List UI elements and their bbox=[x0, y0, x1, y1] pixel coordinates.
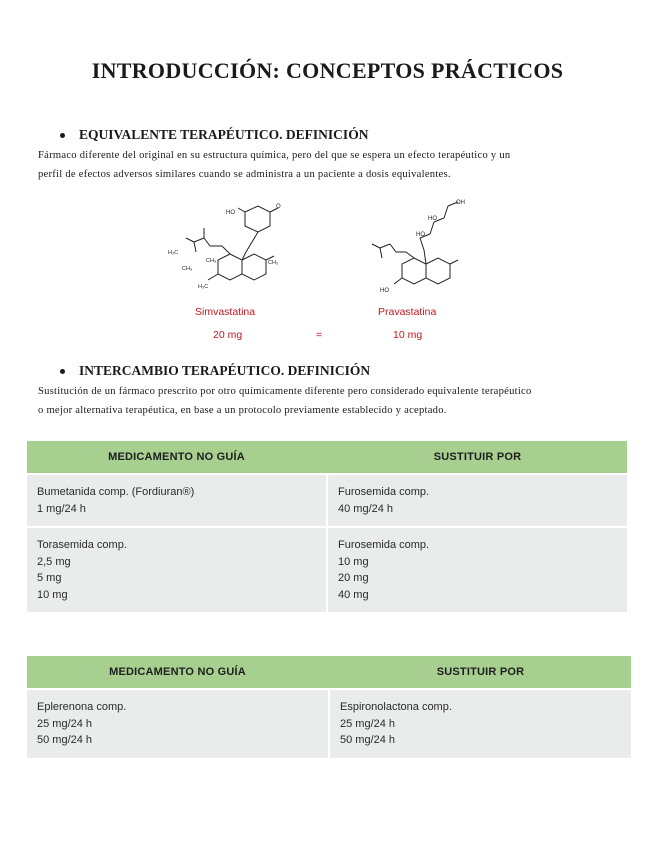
table-row bbox=[27, 688, 631, 758]
cell-line: 20 mg bbox=[338, 572, 369, 584]
definition-paragraph-intercambio bbox=[38, 382, 628, 420]
cell-line: 40 mg/24 h bbox=[338, 502, 394, 515]
equals-sign: = bbox=[316, 329, 323, 341]
cell-line: 1 mg/24 h bbox=[37, 502, 86, 515]
table-cell bbox=[328, 475, 627, 526]
svg-text:CH₃: CH₃ bbox=[206, 258, 217, 264]
column-header: MEDICAMENTO NO GUÍA bbox=[27, 441, 326, 473]
svg-text:HO: HO bbox=[416, 232, 425, 238]
cell-line: 50 mg/24 h bbox=[340, 734, 396, 746]
column-header: SUSTITUIR POR bbox=[328, 441, 627, 473]
cell-line: Espironolactona comp. bbox=[340, 701, 452, 713]
svg-text:HO: HO bbox=[428, 216, 437, 222]
cell-line: Furosemida comp. bbox=[338, 486, 430, 498]
cell-line: 40 mg bbox=[338, 588, 369, 601]
svg-text:HO: HO bbox=[226, 210, 235, 216]
cell-line: 50 mg/24 h bbox=[37, 734, 93, 746]
substitution-table-diuretics bbox=[27, 441, 627, 612]
page-title: INTRODUCCIÓN: CONCEPTOS PRÁCTICOS bbox=[91, 58, 564, 83]
table-cell bbox=[27, 475, 326, 526]
svg-text:O: O bbox=[276, 204, 281, 210]
cell-line: 5 mg bbox=[37, 572, 62, 584]
paragraph-line: Sustitución de un fármaco prescrito por otro químicamente diferente pero considerado equivalente terapéutico bbox=[38, 386, 532, 397]
table-header bbox=[27, 441, 627, 473]
pravastatin-structure-image bbox=[358, 196, 488, 296]
table-cell bbox=[27, 690, 328, 758]
svg-text:CH₃: CH₃ bbox=[268, 260, 279, 266]
table-row bbox=[27, 473, 627, 526]
cell-line: 25 mg/24 h bbox=[37, 717, 93, 730]
cell-line: Furosemida comp. bbox=[338, 539, 430, 551]
svg-text:H₃C: H₃C bbox=[198, 284, 209, 290]
column-header: SUSTITUIR POR bbox=[330, 656, 631, 688]
definition-paragraph-equivalente bbox=[38, 146, 628, 184]
svg-text:OH: OH bbox=[456, 200, 465, 206]
section-heading-text: EQUIVALENTE TERAPÉUTICO. DEFINICIÓN bbox=[79, 127, 369, 142]
cell-line: Eplerenona comp. bbox=[37, 701, 127, 713]
table-header bbox=[27, 656, 631, 688]
simvastatin-structure-image bbox=[160, 198, 290, 298]
svg-text:CH₃: CH₃ bbox=[182, 266, 193, 272]
pravastatin-label: Pravastatina bbox=[378, 306, 437, 318]
pravastatin-dose: 10 mg bbox=[393, 329, 423, 341]
simvastatin-label: Simvastatina bbox=[195, 306, 256, 318]
cell-line: 10 mg bbox=[37, 588, 68, 601]
paragraph-line: Fármaco diferente del original en su estructura química, pero del que se espera un efecto terapéutico y un bbox=[38, 150, 511, 161]
simvastatin-dose: 20 mg bbox=[213, 329, 243, 341]
table-cell bbox=[330, 690, 631, 758]
cell-line: Torasemida comp. bbox=[37, 539, 127, 551]
bullet-icon bbox=[60, 369, 65, 374]
svg-text:H₃C: H₃C bbox=[168, 250, 179, 256]
section-heading-intercambio bbox=[60, 363, 370, 379]
cell-line: Bumetanida comp. (Fordiuran®) bbox=[37, 486, 195, 498]
cell-line: 25 mg/24 h bbox=[340, 717, 396, 730]
section-heading-equivalente bbox=[60, 127, 368, 143]
section-heading-text: INTERCAMBIO TERAPÉUTICO. DEFINICIÓN bbox=[79, 363, 371, 378]
cell-line: 2,5 mg bbox=[37, 555, 71, 568]
bullet-icon bbox=[60, 133, 65, 138]
paragraph-line: perfil de efectos adversos similares cuando se administra a un paciente a dosis equivalentes. bbox=[38, 169, 451, 180]
column-header: MEDICAMENTO NO GUÍA bbox=[27, 656, 328, 688]
cell-line: 10 mg bbox=[338, 555, 369, 568]
table-cell bbox=[27, 528, 326, 612]
svg-text:HO: HO bbox=[380, 288, 389, 294]
table-row bbox=[27, 526, 627, 612]
table-cell bbox=[328, 528, 627, 612]
substitution-table-antialdosterone bbox=[27, 656, 631, 758]
paragraph-line: o mejor alternativa terapéutica, en base a un protocolo previamente establecido y aceptado. bbox=[38, 405, 447, 416]
